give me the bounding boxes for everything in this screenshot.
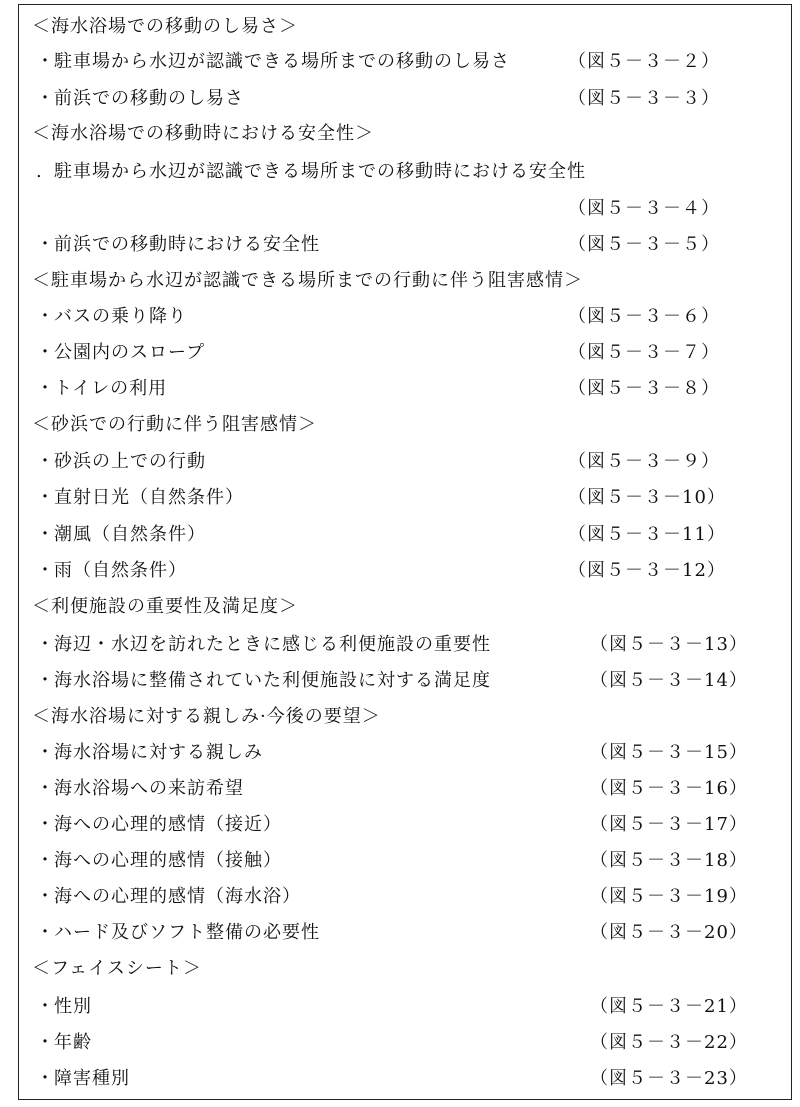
bullet: ・ [36,51,55,72]
item-text-wrap [36,772,244,806]
figure-reference: （図５－３－13） [590,634,748,655]
list-item [0,628,800,662]
bullet: ・ [36,306,55,327]
item-text: 海水浴場への来訪希望 [54,778,244,799]
figure-reference: （図５－３－17） [590,814,748,835]
item-text-wrap [36,82,244,116]
item-text: 駐車場から水辺が認識できる場所までの移動のし易さ [54,51,510,72]
bullet: ・ [36,88,55,109]
item-text-wrap [36,300,187,334]
bullet: ・ [36,342,55,363]
figure-reference: （図５－３－９） [568,451,720,472]
bullet: ・ [36,922,55,943]
list-item [0,808,800,842]
section-heading-row [0,408,800,442]
list-item [0,844,800,878]
item-text-wrap [36,664,491,698]
section-heading-row [0,700,800,734]
item-text-wrap [36,481,244,515]
item-text: 年齢 [54,1032,92,1053]
bullet: ・ [36,886,55,907]
section-heading: ＜利便施設の重要性及満足度＞ [32,596,298,617]
section-heading: ＜海水浴場での移動時における安全性＞ [32,123,374,144]
item-text: 前浜での移動のし易さ [54,88,244,109]
item-text: 海水浴場に整備されていた利便施設に対する満足度 [54,670,491,691]
item-text: 海への心理的感情（海水浴） [54,886,301,907]
bullet: ・ [36,378,55,399]
item-text-wrap [36,228,320,262]
item-text: バスの乗り降り [54,306,187,327]
bullet: ・ [36,524,55,545]
figure-reference: （図５－３－10） [568,487,726,508]
section-heading: ＜海水浴場での移動のし易さ＞ [32,16,298,37]
bullet: ・ [36,634,55,655]
item-text-wrap [36,844,282,878]
item-text: 障害種別 [54,1068,130,1089]
figure-reference: （図５－３－11） [568,524,726,545]
bullet: . [36,161,43,182]
item-text-wrap [36,990,92,1024]
figure-reference: （図５－３－３） [568,88,720,109]
figure-reference: （図５－３－12） [568,560,726,581]
section-heading-row [0,10,800,44]
bullet: ・ [36,814,55,835]
item-text: ハード及びソフト整備の必要性 [54,922,320,943]
item-text-wrap [36,736,263,770]
item-text-wrap [36,45,510,79]
item-text: 雨（自然条件） [54,560,187,581]
figure-reference: （図５－３－７） [568,342,720,363]
figure-reference: （図５－３－16） [590,778,748,799]
list-item [0,736,800,770]
item-text: 海への心理的感情（接触） [54,850,282,871]
item-text: 海辺・水辺を訪れたときに感じる利便施設の重要性 [54,634,491,655]
list-item [0,372,800,406]
bullet: ・ [36,742,55,763]
item-text-wrap [36,372,167,406]
item-text-wrap [36,916,320,950]
item-text-wrap [36,628,491,662]
figure-reference: （図５－３－４） [568,198,720,219]
figure-reference: （図５－３－２） [568,51,720,72]
item-text-wrap [36,880,301,914]
list-item [0,481,800,515]
bullet: ・ [36,778,55,799]
item-text-wrap [36,1026,92,1060]
figure-reference: （図５－３－20） [590,922,748,943]
section-heading-row [0,264,800,298]
list-item [0,445,800,479]
list-item-continuation [0,192,800,226]
list-item [0,336,800,370]
item-text-wrap [36,155,586,189]
bullet: ・ [36,560,55,581]
list-item [0,554,800,588]
section-heading-row [0,952,800,986]
list-item [0,518,800,552]
bullet: ・ [36,1068,55,1089]
figure-reference: （図５－３－19） [590,886,748,907]
bullet: ・ [36,850,55,871]
figure-reference: （図５－３－５） [568,234,720,255]
section-heading-row [0,590,800,624]
list-item [0,1026,800,1060]
item-text: 性別 [54,996,92,1017]
bullet: ・ [36,670,55,691]
item-text-wrap [36,554,187,588]
figure-reference: （図５－３－８） [568,378,720,399]
list-item [0,664,800,698]
section-heading: ＜フェイスシート＞ [32,958,202,979]
list-item [0,772,800,806]
figure-reference: （図５－３－21） [590,996,748,1017]
list-item [0,1062,800,1096]
section-heading: ＜海水浴場に対する親しみ·今後の要望＞ [32,706,381,727]
figure-reference: （図５－３－18） [590,850,748,871]
list-item [0,82,800,116]
section-heading: ＜砂浜での行動に伴う阻害感情＞ [32,414,317,435]
bullet: ・ [36,487,55,508]
list-item [0,990,800,1024]
section-heading-row [0,117,800,151]
list-item [0,228,800,262]
figure-reference: （図５－３－15） [590,742,748,763]
figure-reference: （図５－３－14） [590,670,748,691]
item-text: トイレの利用 [54,378,168,399]
item-text: 海への心理的感情（接近） [54,814,282,835]
item-text: 公園内のスロープ [54,342,206,363]
item-text: 前浜での移動時における安全性 [54,234,320,255]
bullet: ・ [36,451,55,472]
item-text-wrap [36,518,206,552]
item-text-wrap [36,1062,130,1096]
list-item [0,916,800,950]
figure-reference: （図５－３－22） [590,1032,748,1053]
item-text-wrap [36,808,282,842]
bullet: ・ [36,234,55,255]
section-heading: ＜駐車場から水辺が認識できる場所までの行動に伴う阻害感情＞ [32,270,583,291]
item-text: 砂浜の上での行動 [54,451,206,472]
item-text: 駐車場から水辺が認識できる場所までの移動時における安全性 [54,161,586,182]
list-item [0,880,800,914]
bullet: ・ [36,1032,55,1053]
list-item [0,300,800,334]
item-text: 直射日光（自然条件） [54,487,244,508]
figure-reference: （図５－３－６） [568,306,720,327]
list-item [0,155,800,189]
figure-reference: （図５－３－23） [590,1068,748,1089]
bullet: ・ [36,996,55,1017]
item-text-wrap [36,445,206,479]
list-item [0,45,800,79]
item-text-wrap [36,336,205,370]
item-text: 海水浴場に対する親しみ [54,742,263,763]
item-text: 潮風（自然条件） [54,524,206,545]
